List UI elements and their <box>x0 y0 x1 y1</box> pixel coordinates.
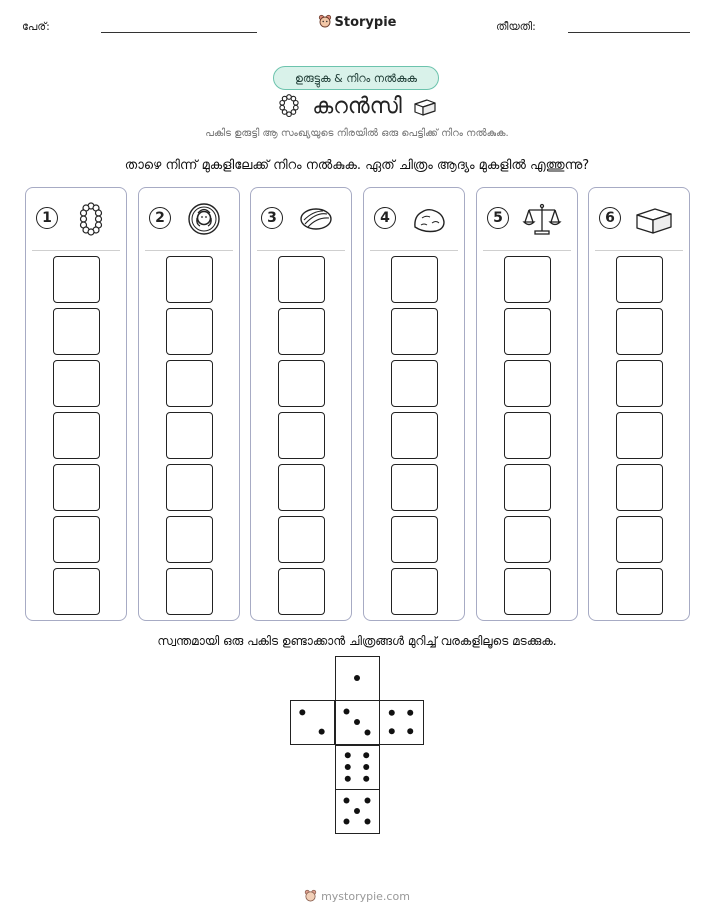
color-box[interactable] <box>166 360 213 407</box>
die-pips <box>336 790 378 832</box>
column-divider <box>32 250 120 251</box>
die-pips <box>336 657 378 699</box>
color-box[interactable] <box>53 568 100 615</box>
die-pip <box>319 729 325 735</box>
stone-icon <box>408 202 450 236</box>
die-face-1 <box>335 656 380 701</box>
column-divider <box>257 250 345 251</box>
die-pip <box>344 709 350 715</box>
die-pip <box>389 728 395 734</box>
activity-badge: ഉരുട്ടുക & നിറം നൽകുക <box>273 66 439 90</box>
die-face-3 <box>335 700 380 745</box>
column-number: 5 <box>487 207 509 229</box>
color-box[interactable] <box>504 412 551 459</box>
column-number: 1 <box>36 207 58 229</box>
instruction-text: സ്വന്തമായി ഒരു പകിട ഉണ്ടാക്കാൻ ചിത്രങ്ങൾ മുറിച്ച് വരകളിലൂടെ മടക്കുക. <box>157 634 557 648</box>
color-box[interactable] <box>616 568 663 615</box>
die-pips <box>336 746 378 788</box>
column-number: 4 <box>374 207 396 229</box>
color-box[interactable] <box>504 308 551 355</box>
page-title <box>0 92 714 122</box>
color-box[interactable] <box>53 464 100 511</box>
bead-necklace-icon <box>70 202 112 236</box>
die-pip <box>365 730 371 736</box>
column-header <box>26 202 126 238</box>
bead-necklace-icon <box>276 93 302 119</box>
die-face-5 <box>335 789 380 834</box>
shell-icon <box>295 202 337 236</box>
color-box[interactable] <box>616 308 663 355</box>
die-pip <box>363 752 369 758</box>
column-3 <box>250 187 352 621</box>
die-pip <box>354 719 360 725</box>
salt-block-icon <box>412 93 438 119</box>
color-box[interactable] <box>278 256 325 303</box>
color-box[interactable] <box>166 308 213 355</box>
color-box[interactable] <box>616 516 663 563</box>
column-header <box>589 202 689 238</box>
die-face-2 <box>290 700 335 745</box>
color-box[interactable] <box>504 568 551 615</box>
die-pip <box>363 764 369 770</box>
name-line[interactable] <box>101 32 257 33</box>
column-1 <box>25 187 127 621</box>
column-4 <box>363 187 465 621</box>
color-box[interactable] <box>391 256 438 303</box>
color-box[interactable] <box>391 464 438 511</box>
color-box[interactable] <box>53 308 100 355</box>
die-pips <box>336 701 378 743</box>
color-box[interactable] <box>166 568 213 615</box>
die-pips <box>380 701 422 743</box>
balance-scale-icon <box>521 202 563 236</box>
color-box[interactable] <box>53 516 100 563</box>
column-number: 3 <box>261 207 283 229</box>
color-box[interactable] <box>166 464 213 511</box>
color-box[interactable] <box>504 256 551 303</box>
color-box[interactable] <box>278 516 325 563</box>
name-label: പേര്: <box>22 20 50 33</box>
die-pip <box>365 798 371 804</box>
footer-url: mystorypie.com <box>321 890 410 903</box>
color-box[interactable] <box>166 516 213 563</box>
brand-logo <box>0 14 714 30</box>
die-pip <box>344 798 350 804</box>
color-box[interactable] <box>278 412 325 459</box>
die-pip <box>363 776 369 782</box>
column-divider <box>145 250 233 251</box>
color-box[interactable] <box>616 360 663 407</box>
coin-icon <box>183 202 225 236</box>
column-5 <box>476 187 578 621</box>
color-box[interactable] <box>504 464 551 511</box>
storypie-bear-icon <box>304 889 317 902</box>
color-box[interactable] <box>53 412 100 459</box>
color-box[interactable] <box>278 308 325 355</box>
color-box[interactable] <box>278 464 325 511</box>
brand-name: Storypie <box>334 15 397 30</box>
color-box[interactable] <box>391 360 438 407</box>
column-divider <box>595 250 683 251</box>
column-header <box>251 202 351 238</box>
color-box[interactable] <box>391 412 438 459</box>
column-header <box>477 202 577 238</box>
column-6 <box>588 187 690 621</box>
die-pip <box>365 819 371 825</box>
die-pip <box>354 808 360 814</box>
die-pip <box>354 675 360 681</box>
die-pip <box>407 728 413 734</box>
color-box[interactable] <box>53 256 100 303</box>
die-face-4 <box>379 700 424 745</box>
color-box[interactable] <box>391 516 438 563</box>
die-pip <box>344 819 350 825</box>
storypie-bear-icon <box>318 14 332 28</box>
die-pip <box>345 752 351 758</box>
color-box[interactable] <box>504 360 551 407</box>
column-divider <box>483 250 571 251</box>
color-box[interactable] <box>166 412 213 459</box>
color-box[interactable] <box>53 360 100 407</box>
footer <box>0 889 714 903</box>
color-box[interactable] <box>616 256 663 303</box>
column-header <box>139 202 239 238</box>
column-divider <box>370 250 458 251</box>
title-text: കറൻസി <box>312 94 402 119</box>
color-box[interactable] <box>391 568 438 615</box>
color-box[interactable] <box>166 256 213 303</box>
date-label: തീയതി: <box>496 20 536 33</box>
column-number: 6 <box>599 207 621 229</box>
die-pips <box>291 701 333 743</box>
column-2 <box>138 187 240 621</box>
date-line[interactable] <box>568 32 690 33</box>
color-box[interactable] <box>278 568 325 615</box>
die-pip <box>407 710 413 716</box>
color-box[interactable] <box>278 360 325 407</box>
color-box[interactable] <box>616 464 663 511</box>
question-text: താഴെ നിന്ന് മുകളിലേക്ക് നിറം നൽകുക. ഏത് ചിത്രം ആദ്യം മുകളിൽ എത്തുന്നു? <box>124 158 590 173</box>
subtitle: പകിട ഉരുട്ടി ആ സംഖ്യയുടെ നിരയിൽ ഒരു പെട്ടിക്ക് നിറം നൽകുക. <box>205 128 509 139</box>
color-box[interactable] <box>504 516 551 563</box>
color-box[interactable] <box>391 308 438 355</box>
column-number: 2 <box>149 207 171 229</box>
die-face-6 <box>335 745 380 790</box>
die-pip <box>345 776 351 782</box>
die-pip <box>345 764 351 770</box>
salt-block-icon <box>633 202 675 236</box>
die-pip <box>389 710 395 716</box>
column-header <box>364 202 464 238</box>
die-pip <box>299 709 305 715</box>
color-box[interactable] <box>616 412 663 459</box>
